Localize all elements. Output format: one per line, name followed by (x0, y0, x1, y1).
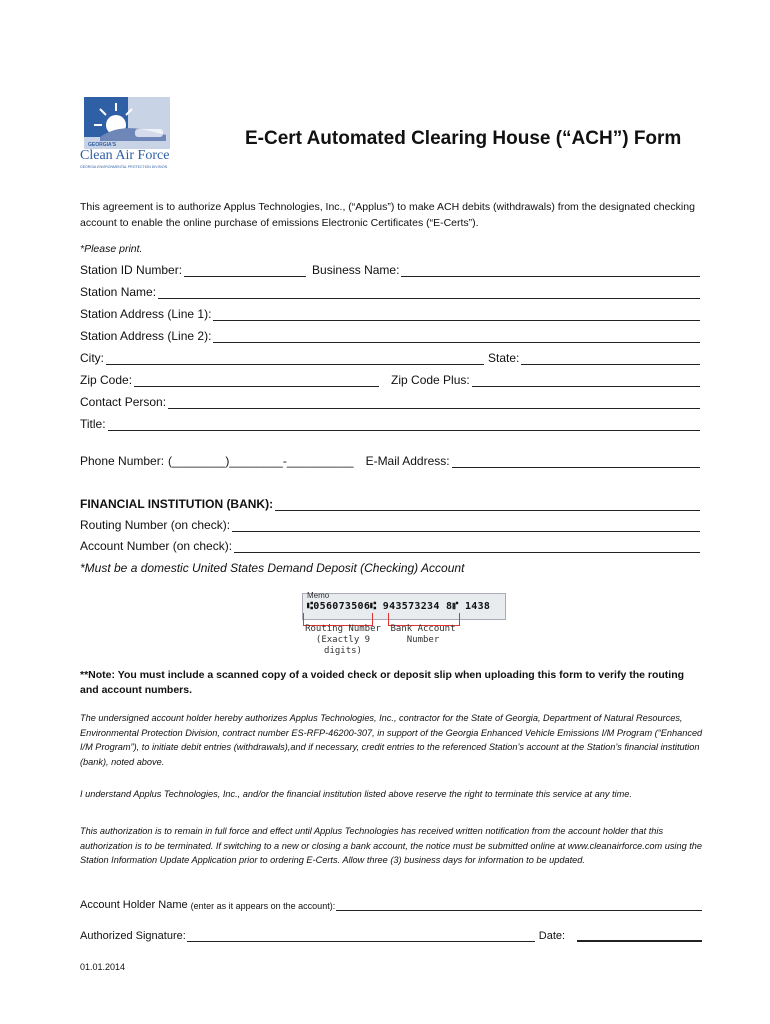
account-holder-label: Account Holder Name (80, 899, 188, 911)
city-label: City: (80, 351, 104, 365)
check-micr-digits: ⑆056073506⑆ 943573234 8⑈ 1438 (307, 601, 491, 612)
station-name-label: Station Name: (80, 285, 157, 299)
row-account (80, 539, 700, 553)
address1-label: Station Address (Line 1): (80, 307, 212, 321)
signature-label: Authorized Signature: (80, 930, 186, 942)
station-id-field[interactable] (184, 265, 306, 277)
routing-caption (298, 624, 388, 657)
account-label: Account Number (on check): (80, 539, 233, 553)
zip-field[interactable] (134, 375, 379, 387)
validity-paragraph: This authorization is to remain in full force and effect until Applus Technologies has received written notification from the account holder that this authorization is to be terminated. If switching to a new or closing a bank account, the notice must be submitted online at www.cleanairforce.com using the Station Information Update Application prior to ordering E-Certs. Allow three (3) business days for information to be updated. (80, 826, 703, 865)
zip-label: Zip Code: (80, 373, 133, 387)
account-caption-line1: Bank Account (390, 624, 456, 634)
row-address-1 (80, 307, 700, 321)
form-version-date: 01.01.2014 (80, 962, 126, 972)
logo-top-text: GEORGIA'S (88, 142, 117, 148)
row-routing (80, 518, 700, 532)
logo-name: Clean Air Force (80, 148, 170, 163)
row-account-holder (80, 899, 702, 911)
state-field[interactable] (521, 353, 700, 365)
email-field[interactable] (452, 456, 700, 468)
account-holder-field[interactable] (336, 900, 702, 911)
routing-caption-line1: Routing Number (305, 624, 381, 634)
account-caption (385, 624, 461, 646)
financial-field[interactable] (275, 499, 700, 511)
title-field[interactable] (108, 419, 700, 431)
account-field[interactable] (234, 541, 700, 553)
station-name-field[interactable] (158, 287, 700, 299)
signature-field[interactable] (187, 931, 535, 942)
check-memo-label: Memo (307, 591, 330, 600)
contact-field[interactable] (168, 397, 700, 409)
address2-field[interactable] (213, 331, 700, 343)
date-label: Date: (538, 930, 566, 942)
state-label: State: (488, 351, 520, 365)
row-financial (80, 497, 700, 511)
row-signature (80, 930, 702, 942)
title-label: Title: (80, 417, 106, 431)
authorization-paragraph: The undersigned account holder hereby authorizes Applus Technologies, Inc., contractor for the State of Georgia, Department of Natural Resources, Environmental Protection Division, contract number ES-RFP-46200-307, in support of the Georgia Enhanced Vehicle Emissions I/M Program (“Enhanced I/M Program”), to initiate debit entries (withdrawals),and if necessary, credit entries to the referenced Station’s account at the Station’s financial institution (bank), noted above. (80, 713, 703, 767)
row-phone-email (80, 454, 700, 468)
termination-paragraph: I understand Applus Technologies, Inc., and/or the financial institution listed above reserve the right to terminate this service at any time. (80, 789, 632, 799)
contact-label: Contact Person: (80, 395, 167, 409)
business-name-field[interactable] (401, 265, 700, 277)
routing-caption-line2: (Exactly 9 digits) (315, 635, 371, 656)
business-name-label: Business Name: (312, 263, 400, 277)
account-holder-hint: (enter as it appears on the account): (190, 901, 336, 911)
account-caption-line2: Number (406, 635, 440, 645)
row-station-name (80, 285, 700, 299)
address1-field[interactable] (213, 309, 700, 321)
zip-plus-field[interactable] (472, 375, 700, 387)
city-field[interactable] (106, 353, 484, 365)
email-label: E-Mail Address: (365, 454, 450, 468)
address2-label: Station Address (Line 2): (80, 329, 212, 343)
row-address-2 (80, 329, 700, 343)
please-print-note: *Please print. (80, 243, 143, 255)
station-id-label: Station ID Number: (80, 263, 183, 277)
row-station-id (80, 263, 700, 277)
row-zip (80, 373, 700, 387)
phone-label: Phone Number: (80, 454, 165, 468)
phone-field[interactable]: (________)________-__________ (168, 454, 354, 468)
domestic-account-note: *Must be a domestic United States Demand Deposit (Checking) Account (80, 561, 465, 575)
voided-check-note: **Note: You must include a scanned copy of a voided check or deposit slip when uploading this form to verify the routing and account numbers. (80, 669, 685, 696)
financial-label: FINANCIAL INSTITUTION (BANK): (80, 497, 274, 511)
row-contact (80, 395, 700, 409)
page-title: E-Cert Automated Clearing House (“ACH”) Form (245, 128, 682, 149)
row-city-state (80, 351, 700, 365)
row-title (80, 417, 700, 431)
zip-plus-label: Zip Code Plus: (391, 373, 470, 387)
logo-tagline: GEORGIA ENVIRONMENTAL PROTECTION DIVISION (80, 165, 168, 169)
date-field[interactable] (577, 930, 702, 942)
routing-label: Routing Number (on check): (80, 518, 231, 532)
intro-paragraph: This agreement is to authorize Applus Technologies, Inc., (“Applus”) to make ACH debits (withdrawals) from the designated checking account to enable the online purchase of emissions Electronic Certificates (“E-Certs”). (80, 201, 695, 229)
routing-field[interactable] (232, 520, 700, 532)
